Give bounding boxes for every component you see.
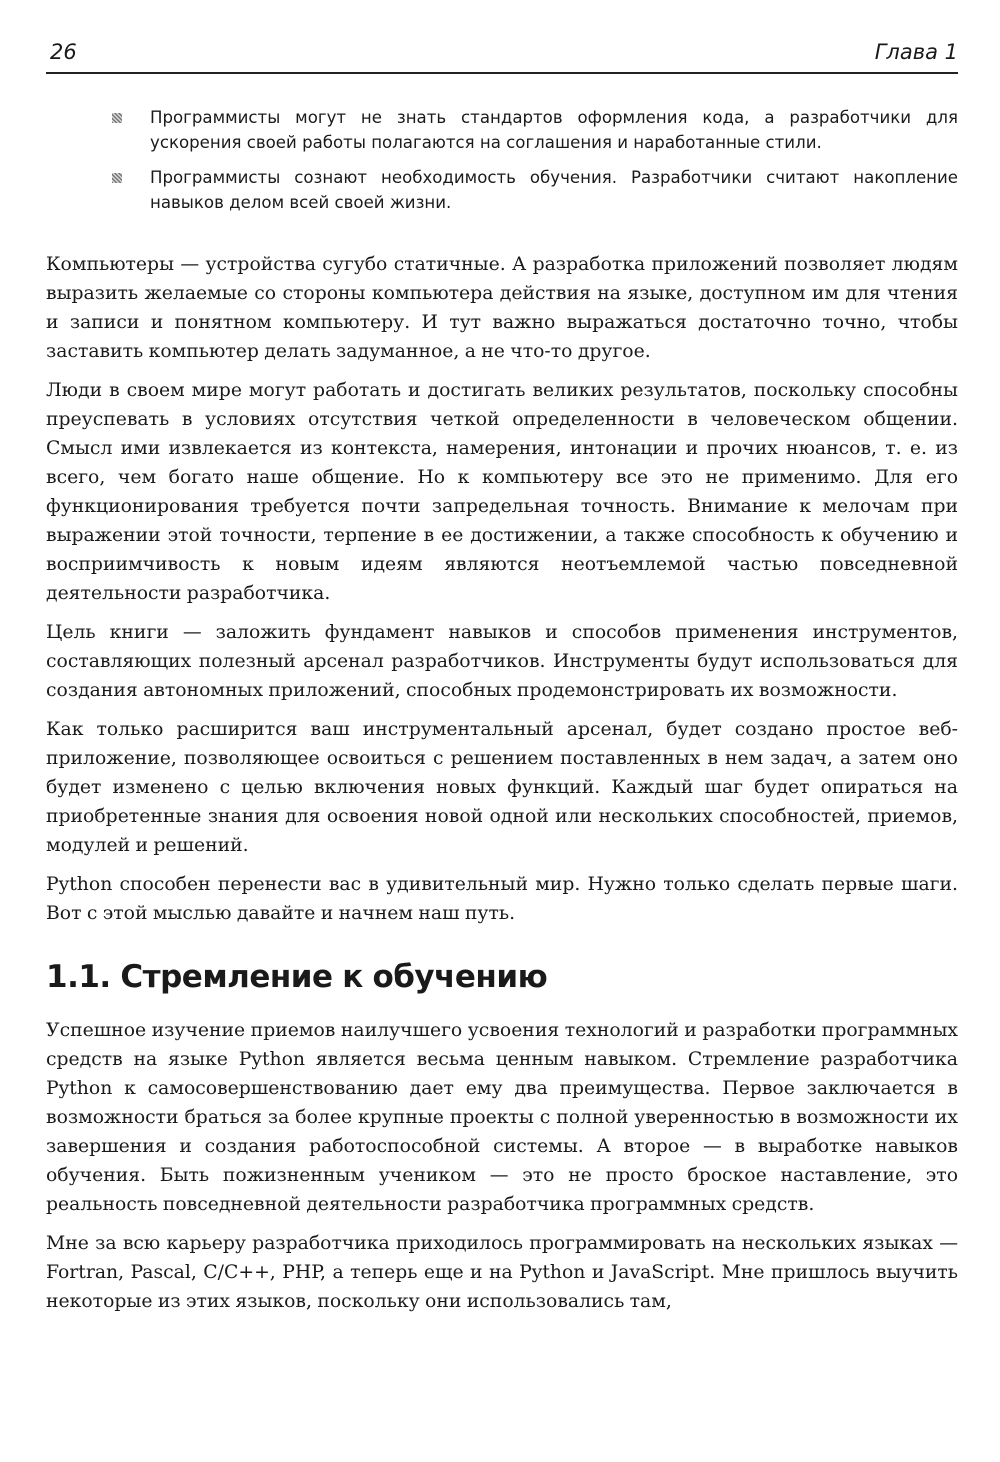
bullet-list xyxy=(108,105,958,225)
paragraph: Как только расширится ваш инструментальный арсенал, будет создано простое веб-приложение, позволяющее освоиться с решением поставленных в нем задач, а затем оно будет изменено с целью включения новых функций. Каждый шаг будет опираться на приобретенные знания для освоения новой одной или нескольких способностей, приемов, модулей и решений. xyxy=(46,719,958,856)
paragraph: Успешное изучение приемов наилучшего усвоения технологий и разработки программных средств на языке Python является весьма ценным навыком. Стремление разработчика Python к самосовершенствованию дает ему два преимущества. Первое заключается в возможности браться за более крупные проекты с полной уверенностью в возможности их завершения и создания работоспособной системы. А второе — в выработке навыков обучения. Быть пожизненным учеником — это не просто броское наставление, это реальность повседневной деятельности разработчика программных средств. xyxy=(46,1020,958,1215)
body-text xyxy=(46,250,958,1326)
bullet-text: Программисты могут не знать стандартов оформления кода, а разработчики для ускорения своей работы полагаются на соглашения и наработанные стили. xyxy=(150,108,958,152)
paragraph: Мне за всю карьеру разработчика приходилось программировать на нескольких языках — Fortran, Pascal, C/C++, PHP, а теперь еще и на Python и JavaScript. Мне пришлось выучить некоторые из этих языков, поскольку они использовались там, xyxy=(46,1233,958,1312)
chapter-label: Глава 1 xyxy=(874,40,958,64)
page-number: 26 xyxy=(50,40,77,64)
bullet-item xyxy=(108,105,958,155)
running-head xyxy=(46,38,958,74)
paragraph: Компьютеры — устройства сугубо статичные. А разработка приложений позволяет людям выразить желаемые со стороны компьютера действия на языке, доступном им для чтения и записи и понятном компьютеру. И тут важно выражаться достаточно точно, чтобы заставить компьютер делать задуманное, а не что-то другое. xyxy=(46,254,958,362)
section-heading: 1.1. Стремление к обучению xyxy=(46,959,548,995)
square-bullet-icon xyxy=(112,113,122,123)
paragraph: Цель книги — заложить фундамент навыков и способов применения инструментов, составляющих полезный арсенал разработчиков. Инструменты будут использоваться для создания автономных приложений, способных продемонстрировать их возможности. xyxy=(46,622,958,701)
bullet-text: Программисты сознают необходимость обучения. Разработчики считают накопление навыков делом всей своей жизни. xyxy=(150,168,958,212)
bullet-item xyxy=(108,165,958,215)
square-bullet-icon xyxy=(112,173,122,183)
paragraph: Люди в своем мире могут работать и достигать великих результатов, поскольку способны преуспевать в условиях отсутствия четкой определенности в человеческом общении. Смысл ими извлекается из контекста, намерения, интонации и прочих нюансов, т. е. из всего, чем богато наше общение. Но к компьютеру все это не применимо. Для его функционирования требуется почти запредельная точность. Внимание к мелочам при выражении этой точности, терпение в ее достижении, а также способность к обучению и восприимчивость к новым идеям являются неотъемлемой частью повседневной деятельности разработчика. xyxy=(46,380,958,604)
paragraph: Python способен перенести вас в удивительный мир. Нужно только сделать первые шаги. Вот с этой мыслью давайте и начнем наш путь. xyxy=(46,874,958,924)
